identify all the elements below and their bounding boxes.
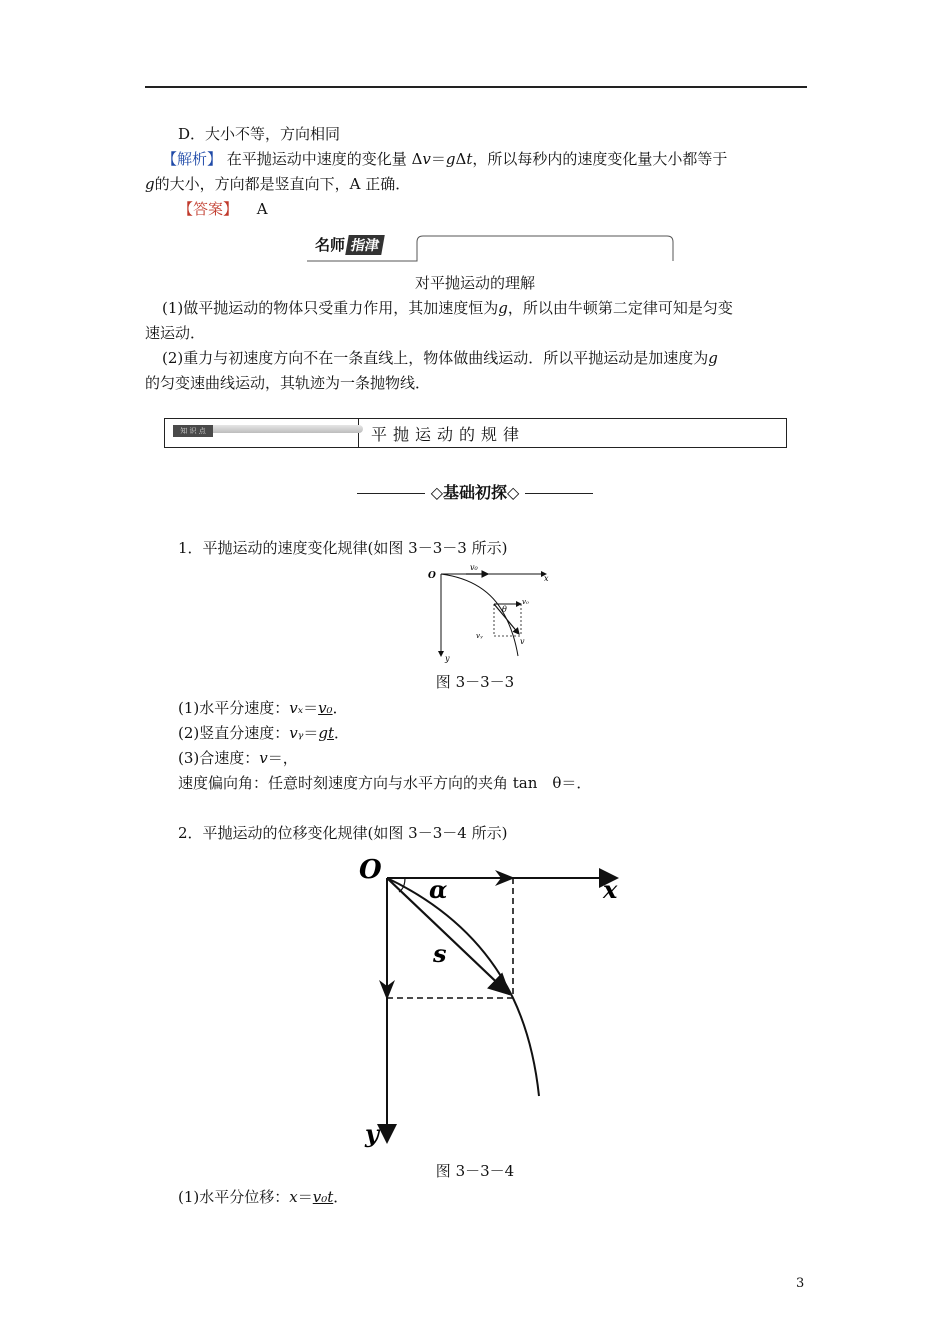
- fig2-label-s: s: [433, 939, 447, 968]
- analysis-tag: 【解析】: [162, 150, 223, 168]
- fig1-label-v0: v₀: [470, 563, 478, 572]
- page-number: 3: [796, 1276, 805, 1291]
- item1-line2: (2)竖直分速度：vᵧ＝gt．: [178, 724, 350, 742]
- figure-3-3-3: [426, 560, 556, 664]
- answer-tag: 【答案】: [178, 200, 239, 218]
- analysis-line-1: 【解析】 在平抛运动中速度的变化量 Δv＝gΔt，所以每秒内的速度变化量大小都等于: [162, 150, 728, 168]
- knowledge-tag-cell: [165, 419, 359, 447]
- fig2-label-y: y: [365, 1119, 379, 1148]
- fig1-label-theta: θ: [502, 605, 507, 614]
- item1-line4: 速度偏向角：任意时刻速度方向与水平方向的夹角 tan θ＝．: [178, 774, 592, 792]
- section-heading: ◇基础初探◇: [0, 480, 950, 503]
- item1-line1: (1)水平分速度：vₓ＝v₀．: [178, 699, 348, 717]
- knowledge-title: 平抛运动的规律: [371, 425, 526, 444]
- fig1-caption: 图 3－3－3: [435, 673, 515, 691]
- fig2-label-alpha: α: [429, 875, 448, 904]
- fig2-label-o: O: [359, 855, 382, 885]
- fig1-label-v: v: [520, 637, 525, 646]
- analysis-line-2: g的大小，方向都是竖直向下，A 正确．: [145, 175, 411, 193]
- knowledge-point-bar: [164, 418, 787, 448]
- item1-line3: (3)合速度：v＝，: [178, 749, 298, 767]
- fig2-label-x: x: [603, 875, 618, 904]
- fig2-caption: 图 3－3－4: [435, 1162, 515, 1180]
- teacher-tip-banner: [307, 234, 675, 264]
- answer-value: A: [256, 200, 268, 218]
- answer-line: [178, 198, 268, 219]
- item1-heading: 1．平抛运动的速度变化规律(如图 3－3－3 所示): [178, 539, 508, 557]
- tip-p2-line2: 的匀变速曲线运动，其轨迹为一条抛物线．: [145, 374, 431, 392]
- section-rule-left: [357, 493, 425, 494]
- tip-p1-line1: (1)做平抛运动的物体只受重力作用，其加速度恒为g，所以由牛顿第二定律可知是匀变: [162, 299, 733, 317]
- fig1-label-y: y: [445, 654, 450, 663]
- tip-badge: 名师 指津: [315, 234, 383, 255]
- knowledge-tag: 知 识 点: [173, 425, 213, 437]
- item2-line1: (1)水平分位移：x＝v₀t．: [178, 1188, 349, 1206]
- figure-3-3-4: [355, 850, 635, 1150]
- fig1-label-vy: vᵧ: [476, 632, 483, 640]
- tip-heading: 对平抛运动的理解: [414, 274, 535, 292]
- knowledge-tag-decoration: [213, 425, 363, 433]
- tip-p2-line1: (2)重力与初速度方向不在一条直线上，物体做曲线运动．所以平抛运动是加速度为g: [162, 349, 718, 367]
- item2-heading: 2．平抛运动的位移变化规律(如图 3－3－4 所示): [178, 824, 508, 842]
- header-rule: [145, 86, 807, 88]
- fig1-label-o: O: [428, 571, 436, 581]
- tip-p1-line2: 速运动．: [145, 324, 206, 342]
- section-rule-right: [525, 493, 593, 494]
- fig1-label-v0b: v₀: [522, 598, 529, 606]
- option-d: D．大小不等，方向相同: [178, 125, 341, 143]
- fig1-label-x: x: [544, 574, 549, 583]
